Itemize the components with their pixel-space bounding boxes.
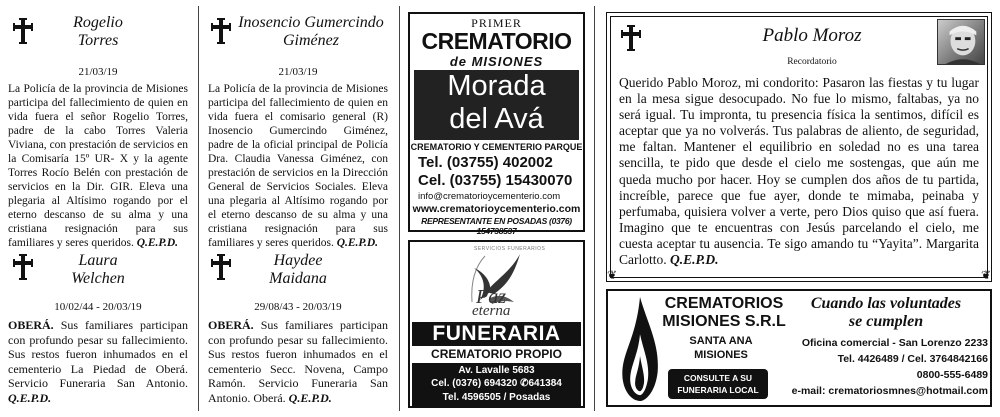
ad-title-1: CREMATORIOS — [664, 295, 784, 312]
column-2 — [208, 8, 390, 408]
cross-icon — [210, 18, 232, 44]
ad-misiones: MISIONES — [694, 349, 748, 361]
ad-funeraria-banner — [412, 322, 581, 346]
ad-crematorios-misiones — [606, 289, 992, 407]
qepd-label: Q.E.P.D. — [336, 237, 379, 249]
ad-web: www.crematorioycementerio.com — [412, 203, 581, 215]
qepd-label: Q.E.P.D. — [288, 390, 332, 405]
obituary-text: Sus familiares participan con profundo pesar su fallecimiento. Sus restos fueron inhumados en el cementerio La Piedad de Oberá. Servicio Funeraria San Antonio. — [8, 318, 188, 390]
ad-slogan-2: se cumplen — [848, 313, 924, 330]
memorial-label: Recordatorio — [787, 57, 837, 67]
ad-subtitle: CREMATORIO Y CEMENTERIO PARQUE — [410, 142, 583, 152]
ad-primer: PRIMER — [471, 16, 522, 30]
obituary-name — [38, 252, 158, 288]
ad-cel: Cel. (03755) 15430070 — [418, 172, 573, 189]
name-line-2: Welchen — [71, 270, 125, 287]
name-line-1: Laura — [78, 252, 118, 269]
column-1 — [8, 8, 190, 408]
ad-morada-del-ava — [408, 12, 585, 236]
ad-tel: Tel. (03755) 402002 — [418, 154, 553, 171]
ad-del-ava: del Avá — [449, 103, 544, 135]
cross-icon — [620, 25, 642, 51]
ad-morada-banner — [414, 70, 579, 140]
ad-contact-box — [412, 363, 581, 406]
ad-cel-line — [412, 377, 581, 391]
ad-tel: Tel. 4596505 / Posadas — [442, 392, 551, 403]
memorial-pablo-moroz — [606, 12, 992, 282]
qepd-label: Q.E.P.D. — [8, 390, 52, 405]
ad-free: 0800-555-6489 — [916, 369, 988, 381]
obituary-laura-welchen — [8, 246, 190, 408]
ad-crematorio-title: CREMATORIO — [421, 28, 572, 54]
obituary-date: 10/02/44 - 20/03/19 — [54, 301, 142, 313]
location-lead: OBERÁ. — [208, 318, 254, 332]
ad-tel: Tel. 4426489 / Cel. 3764842166 — [837, 353, 988, 365]
ad-consulte-1: CONSULTE A SU — [683, 373, 753, 383]
cross-icon — [12, 18, 34, 44]
obituary-body — [208, 82, 388, 250]
ad-crematorio-propio: CREMATORIO PROPIO — [431, 347, 562, 361]
obituary-name — [238, 252, 358, 288]
ad-paz-eterna — [408, 240, 585, 408]
obituary-body — [8, 318, 188, 405]
obituary-rogelio-torres — [8, 8, 190, 248]
corner-ornament-icon: ❦ — [980, 268, 991, 282]
qepd-label: Q.E.P.D. — [136, 237, 179, 249]
obituary-text: La Policía de la provincia de Misiones participa del fallecimiento de quien en vida fuera el comisario general (R) Inosencio Gumercindo Giménez, padre de la oficial principal de Policía Dra. Claudia Vanessa Giménez, con prestación de servicios en la Dirección General de Servicios Sociales. Eleva una plegaria al Altísimo rogando por el eterno descanso de su alma y una cristiana resignación para sus familiares y seres queridos. — [208, 83, 388, 249]
whatsapp-icon: ✆ — [520, 378, 529, 389]
location-lead: OBERÁ. — [8, 318, 54, 332]
obituary-date: 21/03/19 — [78, 66, 118, 78]
ad-morada: Morada — [447, 70, 546, 102]
ad-eterna: eterna — [472, 303, 511, 319]
ad-email: e-mail: crematoriosmnes@hotmail.com — [791, 385, 988, 397]
obituary-name — [38, 14, 158, 50]
ad-paz: Paz — [476, 286, 506, 308]
ad-cel: Cel. (0376) 694320 — [431, 378, 518, 389]
column-divider — [399, 6, 400, 411]
name-line-2: Torres — [77, 32, 119, 49]
name-line-2: Giménez — [283, 32, 339, 49]
cross-icon — [210, 254, 232, 280]
cross-icon — [12, 254, 34, 280]
obituary-date: 21/03/19 — [278, 66, 318, 78]
ad-de-misiones: de MISIONES — [449, 54, 544, 69]
memorial-photo — [937, 19, 985, 65]
ad-office: Oficina comercial - San Lorenzo 2233 — [801, 337, 988, 349]
corner-ornament-icon: ❦ — [607, 268, 618, 282]
name-line-1: Inosencio Gumercindo — [238, 14, 384, 31]
name-line-1: Rogelio — [73, 14, 123, 31]
column-divider — [198, 6, 199, 411]
ad-slogan-1: Cuando las voluntades — [810, 295, 962, 312]
memorial-body — [619, 75, 979, 268]
ad-address: Av. Lavalle 5683 — [458, 365, 535, 376]
obituary-inosencio-gimenez — [208, 8, 390, 248]
ad-santa-ana: SANTA ANA — [689, 335, 753, 347]
obituary-date: 29/08/43 - 20/03/19 — [254, 301, 342, 313]
ad-consulte-box — [668, 369, 768, 399]
ad-consulte-2: FUNERARIA LOCAL — [677, 385, 759, 395]
obituary-text: La Policía de la provincia de Misiones participa del fallecimiento de quien en vida fuera el señor Rogelio Torres, padre de la cabo Torres Valeria Viviana, con prestación de servicios en la Comisaría 15º UR- X y la agente Torres Rocío Belén con prestación de servicios en la Dir. GIR. Eleva una plegaria al Altísimo rogando por el eterno descanso de su alma y una cristiana resignación para sus familiares y seres queridos. — [8, 83, 188, 249]
ad-funeraria: FUNERARIA — [432, 322, 561, 345]
name-line-1: Haydee — [273, 252, 323, 269]
memorial-text: Querido Pablo Moroz, mi condorito: Pasaron las fiestas y tu lugar en la mesa sigue desocupado. No fue lo mismo, faltabas, ya no será igual. Tu impronta, tu presencia física la sentimos, difícil es aceptar que ya no volverás. Tus palabras de aliento, de seguridad, me faltan. Mantener el equilibrio en soledad no es una tarea sencilla, te pido que desde el cielo me sostengas, que aún me queda mucho por hacer. Hoy se cumplen dos años de tu partida, increíble, parece que fue ayer, donde te mimaba, peinaba y perfumaba, quisiera volver a verte, pero Dios quiso que así fuera. Imagino que te encuentras con Jesús parcelando el cielo, me cuesta aceptar tu ausencia. Te sigo amando tu “Yayita”. Margarita Carlotto. — [619, 75, 979, 268]
obituary-body — [8, 82, 188, 250]
memorial-name: Pablo Moroz — [762, 25, 862, 46]
column-divider — [594, 6, 595, 411]
ad-email: info@crematorioycementerio.com — [418, 191, 561, 202]
ad-arc-text: SERVICIOS FUNERARIOS — [474, 246, 546, 252]
portrait-icon — [938, 20, 984, 64]
name-line-2: Maidana — [269, 270, 327, 287]
ad-whatsapp: 641384 — [528, 378, 562, 389]
ad-representante: REPRESENTANTE EN POSADAS (0376) 154738537 — [421, 216, 572, 236]
qepd-label: Q.E.P.D. — [670, 252, 719, 268]
obituary-body — [208, 318, 388, 405]
obituary-text: Sus familiares participan con profundo pesar su fallecimiento. Sus restos fueron inhumados en el cementerio Secc. Novena, Campo Ramón. Servicio Funeraria San Antonio. Oberá. — [208, 318, 388, 405]
obituary-haydee-maidana — [208, 246, 390, 408]
obituary-name — [230, 14, 392, 50]
ad-title-2: MISIONES S.R.L — [662, 313, 786, 330]
